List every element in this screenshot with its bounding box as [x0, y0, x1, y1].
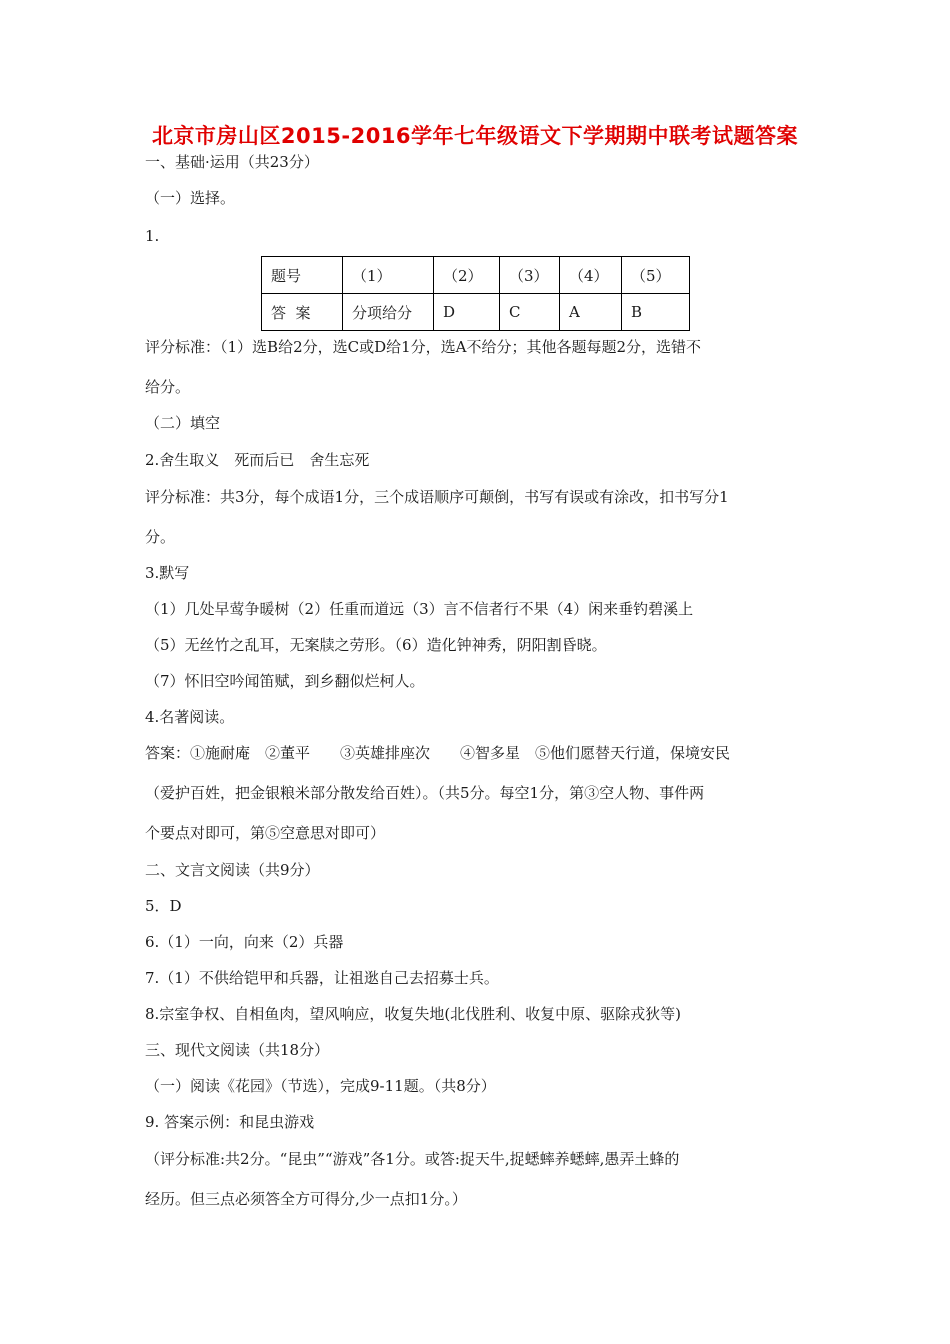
grading-note: 评分标准：共3分，每个成语1分，三个成语顺序可颠倒，书写有误或有涂改，扣书写分1	[145, 488, 729, 506]
answer-line: 2.舍生取义 死而后已 舍生忘死	[145, 451, 370, 469]
table-cell: （4）	[560, 257, 622, 294]
subsection-heading: （一）选择。	[145, 189, 236, 207]
table-cell: 分项给分	[343, 294, 434, 331]
grading-note: （评分标准:共2分。“昆虫”“游戏”各1分。或答:捉天牛,捉蟋蟀养蟋蟀,愚弄土蜂的	[145, 1150, 680, 1168]
answer-line: 答案：①施耐庵 ②董平 ③英雄排座次 ④智多星 ⑤他们愿替天行道，保境安民	[145, 744, 731, 762]
answer-line: （5）无丝竹之乱耳，无案牍之劳形。（6）造化钟神秀，阴阳割昏晓。	[145, 636, 607, 654]
question-number: 1.	[145, 227, 160, 245]
section-heading: 二、文言文阅读（共9分）	[145, 861, 320, 879]
table-cell: C	[500, 294, 560, 331]
answer-table	[261, 256, 690, 331]
table-cell: （2）	[434, 257, 500, 294]
table-cell: 答 案	[262, 294, 343, 331]
grading-note: 评分标准：（1）选B给2分，选C或D给1分，选A不给分；其他各题每题2分，选错不	[145, 338, 702, 356]
table-row	[262, 294, 690, 331]
table-cell: （1）	[343, 257, 434, 294]
table-cell: B	[622, 294, 690, 331]
answer-line: 7.（1）不供给铠甲和兵器，让祖逖自己去招募士兵。	[145, 969, 499, 987]
grading-note: 经历。但三点必须答全方可得分,少一点扣1分。）	[145, 1190, 467, 1208]
answer-line: 个要点对即可，第⑤空意思对即可）	[145, 824, 386, 842]
grading-note: 给分。	[145, 378, 191, 396]
document-title: 北京市房山区2015-2016学年七年级语文下学期期中联考试题答案	[151, 124, 799, 148]
subsection-heading: （一）阅读《花园》（节选），完成9-11题。（共8分）	[145, 1077, 496, 1095]
question-heading: 3.默写	[145, 564, 190, 582]
answer-line: 9. 答案示例：和昆虫游戏	[145, 1113, 315, 1131]
section-heading: 一、基础·运用（共23分）	[145, 153, 319, 171]
answer-line: （爱护百姓，把金银粮米部分散发给百姓）。（共5分。每空1分，第③空人物、事件两	[145, 784, 705, 802]
table-cell: （3）	[500, 257, 560, 294]
table-cell: D	[434, 294, 500, 331]
answer-line: （7）怀旧空吟闻笛赋，到乡翻似烂柯人。	[145, 672, 425, 690]
grading-note: 分。	[145, 528, 176, 546]
table-cell: 题号	[262, 257, 343, 294]
answer-line: 5．D	[145, 897, 182, 915]
answer-line: （1）几处早莺争暖树（2）任重而道远（3）言不信者行不果（4）闲来垂钓碧溪上	[145, 600, 694, 618]
table-cell: （5）	[622, 257, 690, 294]
question-heading: 4.名著阅读。	[145, 708, 235, 726]
table-cell: A	[560, 294, 622, 331]
section-heading: 三、现代文阅读（共18分）	[145, 1041, 330, 1059]
subsection-heading: （二）填空	[145, 414, 221, 432]
answer-line: 6.（1）一向，向来（2）兵器	[145, 933, 344, 951]
table-header-row	[262, 257, 690, 294]
answer-line: 8.宗室争权、自相鱼肉，望风响应，收复失地(北伐胜利、收复中原、驱除戎狄等)	[145, 1005, 682, 1023]
